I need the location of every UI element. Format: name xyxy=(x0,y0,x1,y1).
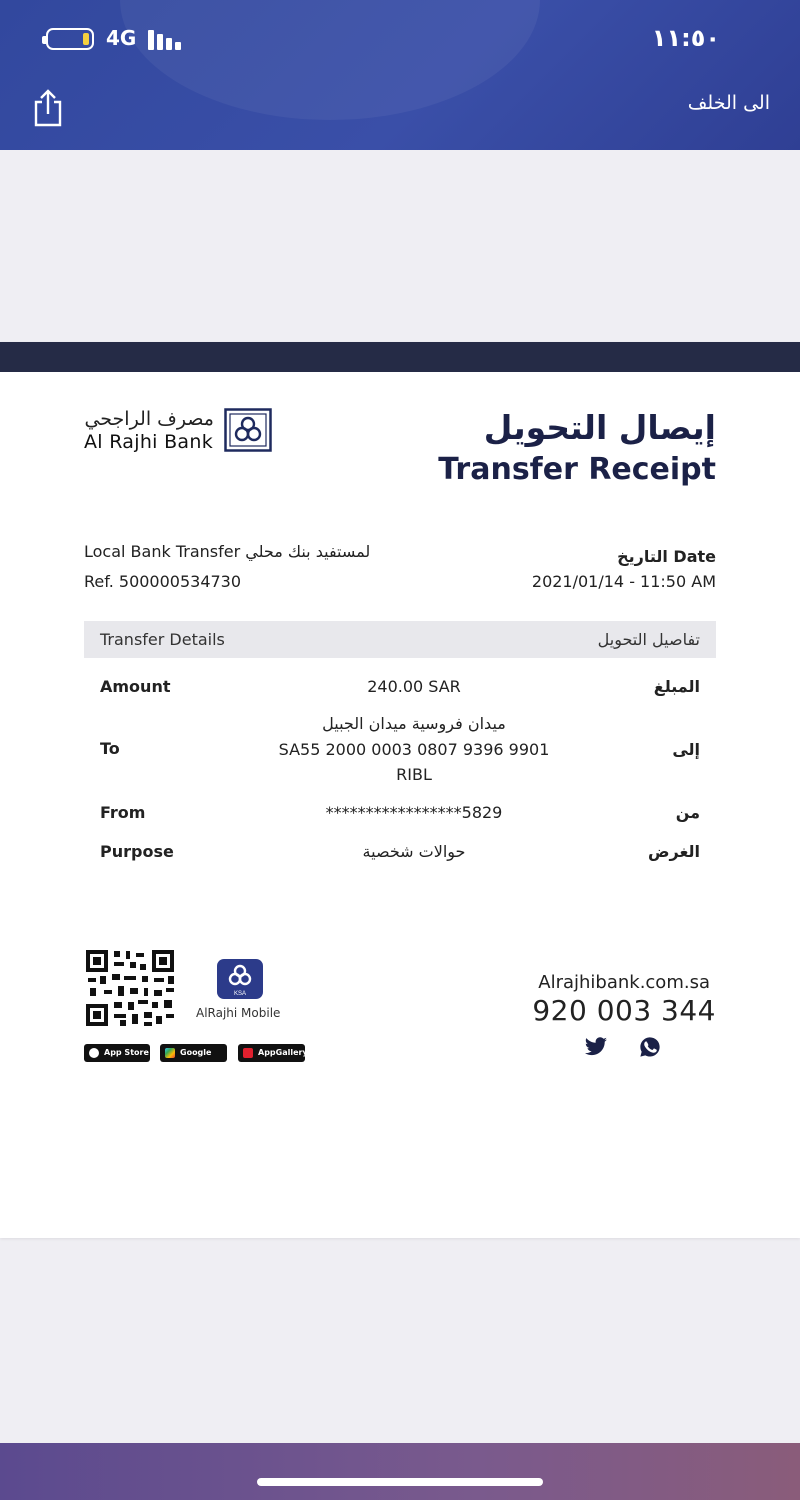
play-icon xyxy=(165,1048,175,1058)
header-decoration xyxy=(120,0,540,120)
huawei-icon xyxy=(243,1048,253,1058)
date-label: التاريخ Date xyxy=(617,547,716,566)
phone-number[interactable]: 920 003 344 xyxy=(532,994,716,1027)
to-label-ar: إلى xyxy=(672,740,700,759)
website-link[interactable]: Alrajhibank.com.sa xyxy=(538,972,710,993)
section-title-ar: تفاصيل التحويل xyxy=(597,630,700,649)
bank-emblem-icon xyxy=(224,408,272,452)
bank-logo xyxy=(84,406,274,452)
status-bar xyxy=(0,22,800,56)
bank-name-en: Al Rajhi Bank xyxy=(84,431,214,453)
google-play-badge[interactable] xyxy=(160,1044,227,1075)
status-time: ١١:٥٠ xyxy=(651,24,720,52)
home-indicator[interactable] xyxy=(257,1478,543,1486)
amount-label-en: Amount xyxy=(100,677,171,696)
network-type: 4G xyxy=(106,26,137,50)
receipt-title-en: Transfer Receipt xyxy=(438,452,716,487)
apple-icon xyxy=(89,1048,99,1058)
from-label-ar: من xyxy=(675,803,700,822)
receipt-card xyxy=(0,342,800,1238)
amount-label-ar: المبلغ xyxy=(653,677,700,696)
top-bar xyxy=(0,0,800,150)
section-title-en: Transfer Details xyxy=(100,630,225,649)
appgallery-label: AppGallery xyxy=(258,1048,308,1057)
from-account: *****************5829 xyxy=(325,803,503,822)
app-store-badge[interactable] xyxy=(84,1044,150,1062)
purpose-label-en: Purpose xyxy=(100,842,174,861)
qr-code[interactable] xyxy=(84,948,176,1028)
app-name: AlRajhi Mobile xyxy=(196,1006,281,1020)
bottom-gradient xyxy=(0,1443,800,1500)
amount-value: 240.00 SAR xyxy=(367,677,461,696)
to-iban: SA55 2000 0003 0807 9396 9901 xyxy=(278,740,550,759)
battery-icon xyxy=(46,28,94,50)
receipt-band xyxy=(0,342,800,372)
purpose-label-ar: الغرض xyxy=(648,842,700,861)
back-button[interactable]: الى الخلف xyxy=(687,92,770,114)
app-store-label: App Store xyxy=(104,1048,149,1057)
to-bank: RIBL xyxy=(396,765,432,784)
purpose-value: حوالات شخصية xyxy=(362,842,466,861)
bank-name-ar: مصرف الراجحي xyxy=(84,408,214,430)
transfer-type: Local Bank Transfer لمستفيد بنك محلي xyxy=(84,542,371,561)
transfer-details-header xyxy=(84,621,716,658)
receipt-title-ar: إيصال التحويل xyxy=(483,408,716,447)
share-button[interactable] xyxy=(30,88,66,128)
share-icon xyxy=(30,88,66,128)
whatsapp-icon[interactable] xyxy=(638,1036,662,1058)
appgallery-badge[interactable] xyxy=(238,1044,308,1062)
to-label-en: To xyxy=(100,739,120,758)
to-name: ميدان فروسية ميدان الجبيل xyxy=(322,714,506,733)
reference-number: Ref. 500000534730 xyxy=(84,572,242,591)
twitter-icon[interactable] xyxy=(584,1036,608,1058)
google-play-label: Google play xyxy=(180,1048,212,1075)
alrajhi-app-icon[interactable] xyxy=(217,959,263,999)
date-value: 2021/01/14 - 11:50 AM xyxy=(531,572,716,591)
app-badge-text: KSA xyxy=(233,991,247,997)
from-label-en: From xyxy=(100,803,146,822)
signal-icon xyxy=(148,28,188,50)
